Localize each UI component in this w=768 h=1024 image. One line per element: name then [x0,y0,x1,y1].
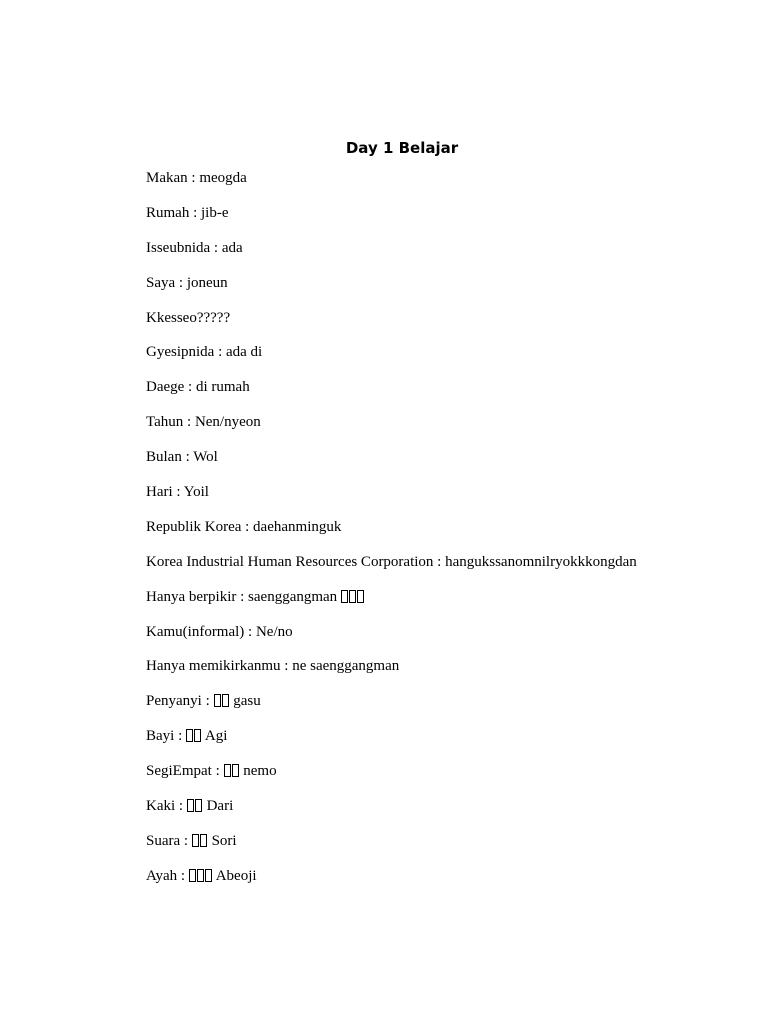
vocabulary-line [146,517,746,538]
vocabulary-text: Bulan : Wol [146,449,218,466]
vocabulary-text: Kamu(informal) : Ne/no [146,623,293,640]
vocabulary-list [146,168,746,901]
vocabulary-line [146,447,746,468]
vocabulary-text-after: Dari [202,798,234,815]
missing-glyph-icon [194,729,201,742]
missing-glyph-icon [200,834,207,847]
vocabulary-text: Hari : Yoil [146,484,209,501]
vocabulary-line [146,238,746,259]
missing-glyph-icon [189,869,196,882]
vocabulary-text: Hanya berpikir : saenggangman [146,588,341,605]
vocabulary-text-after: gasu [229,693,261,710]
missing-glyph-icon-group [186,726,202,747]
missing-glyph-icon [187,799,194,812]
vocabulary-line [146,552,746,573]
vocabulary-text-after: Sori [207,832,237,849]
vocabulary-text: Republik Korea : daehanminguk [146,518,342,535]
vocabulary-text: Hanya memikirkanmu : ne saenggangman [146,658,400,675]
vocabulary-text: Bayi : [146,728,186,745]
missing-glyph-icon [186,729,193,742]
missing-glyph-icon [214,694,221,707]
missing-glyph-icon [222,694,229,707]
vocabulary-text: SegiEmpat : [146,763,224,780]
vocabulary-text: Ayah : [146,867,189,884]
vocabulary-line [146,656,746,677]
vocabulary-line [146,866,746,887]
vocabulary-text: Tahun : Nen/nyeon [146,414,261,431]
vocabulary-line [146,622,746,643]
missing-glyph-icon [205,869,212,882]
missing-glyph-icon [357,590,364,603]
vocabulary-text-after: Agi [202,728,228,745]
missing-glyph-icon-group [192,831,208,852]
vocabulary-line [146,342,746,363]
missing-glyph-icon-group [187,796,203,817]
missing-glyph-icon [197,869,204,882]
vocabulary-line [146,482,746,503]
missing-glyph-icon [349,590,356,603]
vocabulary-line [146,273,746,294]
vocabulary-text: Isseubnida : ada [146,239,243,256]
missing-glyph-icon-group [189,866,213,887]
missing-glyph-icon-group [214,691,230,712]
vocabulary-text: Rumah : jib-e [146,204,229,221]
vocabulary-text-after: Abeoji [212,867,257,884]
vocabulary-line [146,587,746,608]
vocabulary-text: Kkesseo????? [146,309,231,326]
vocabulary-line [146,726,746,747]
vocabulary-line [146,412,746,433]
vocabulary-line [146,761,746,782]
vocabulary-text: Penyanyi : [146,693,214,710]
vocabulary-line [146,168,746,189]
missing-glyph-icon [232,764,239,777]
vocabulary-text: Korea Industrial Human Resources Corporation : hangukssanomnilryokkkongdan [146,553,637,570]
vocabulary-line [146,377,746,398]
document-title: Day 1 Belajar [345,139,459,157]
vocabulary-text: Suara : [146,832,192,849]
missing-glyph-icon [341,590,348,603]
missing-glyph-icon-group [224,761,240,782]
vocabulary-text: Daege : di rumah [146,379,250,396]
vocabulary-text: Kaki : [146,798,187,815]
vocabulary-text: Saya : joneun [146,274,228,291]
vocabulary-text-after: nemo [239,763,277,780]
vocabulary-line [146,691,746,712]
vocabulary-text: Makan : meogda [146,170,247,186]
missing-glyph-icon [192,834,199,847]
vocabulary-line [146,308,746,329]
vocabulary-line [146,831,746,852]
missing-glyph-icon-group [341,587,365,608]
missing-glyph-icon [224,764,231,777]
vocabulary-text: Gyesipnida : ada di [146,344,263,361]
missing-glyph-icon [195,799,202,812]
vocabulary-line [146,203,746,224]
vocabulary-line [146,796,746,817]
